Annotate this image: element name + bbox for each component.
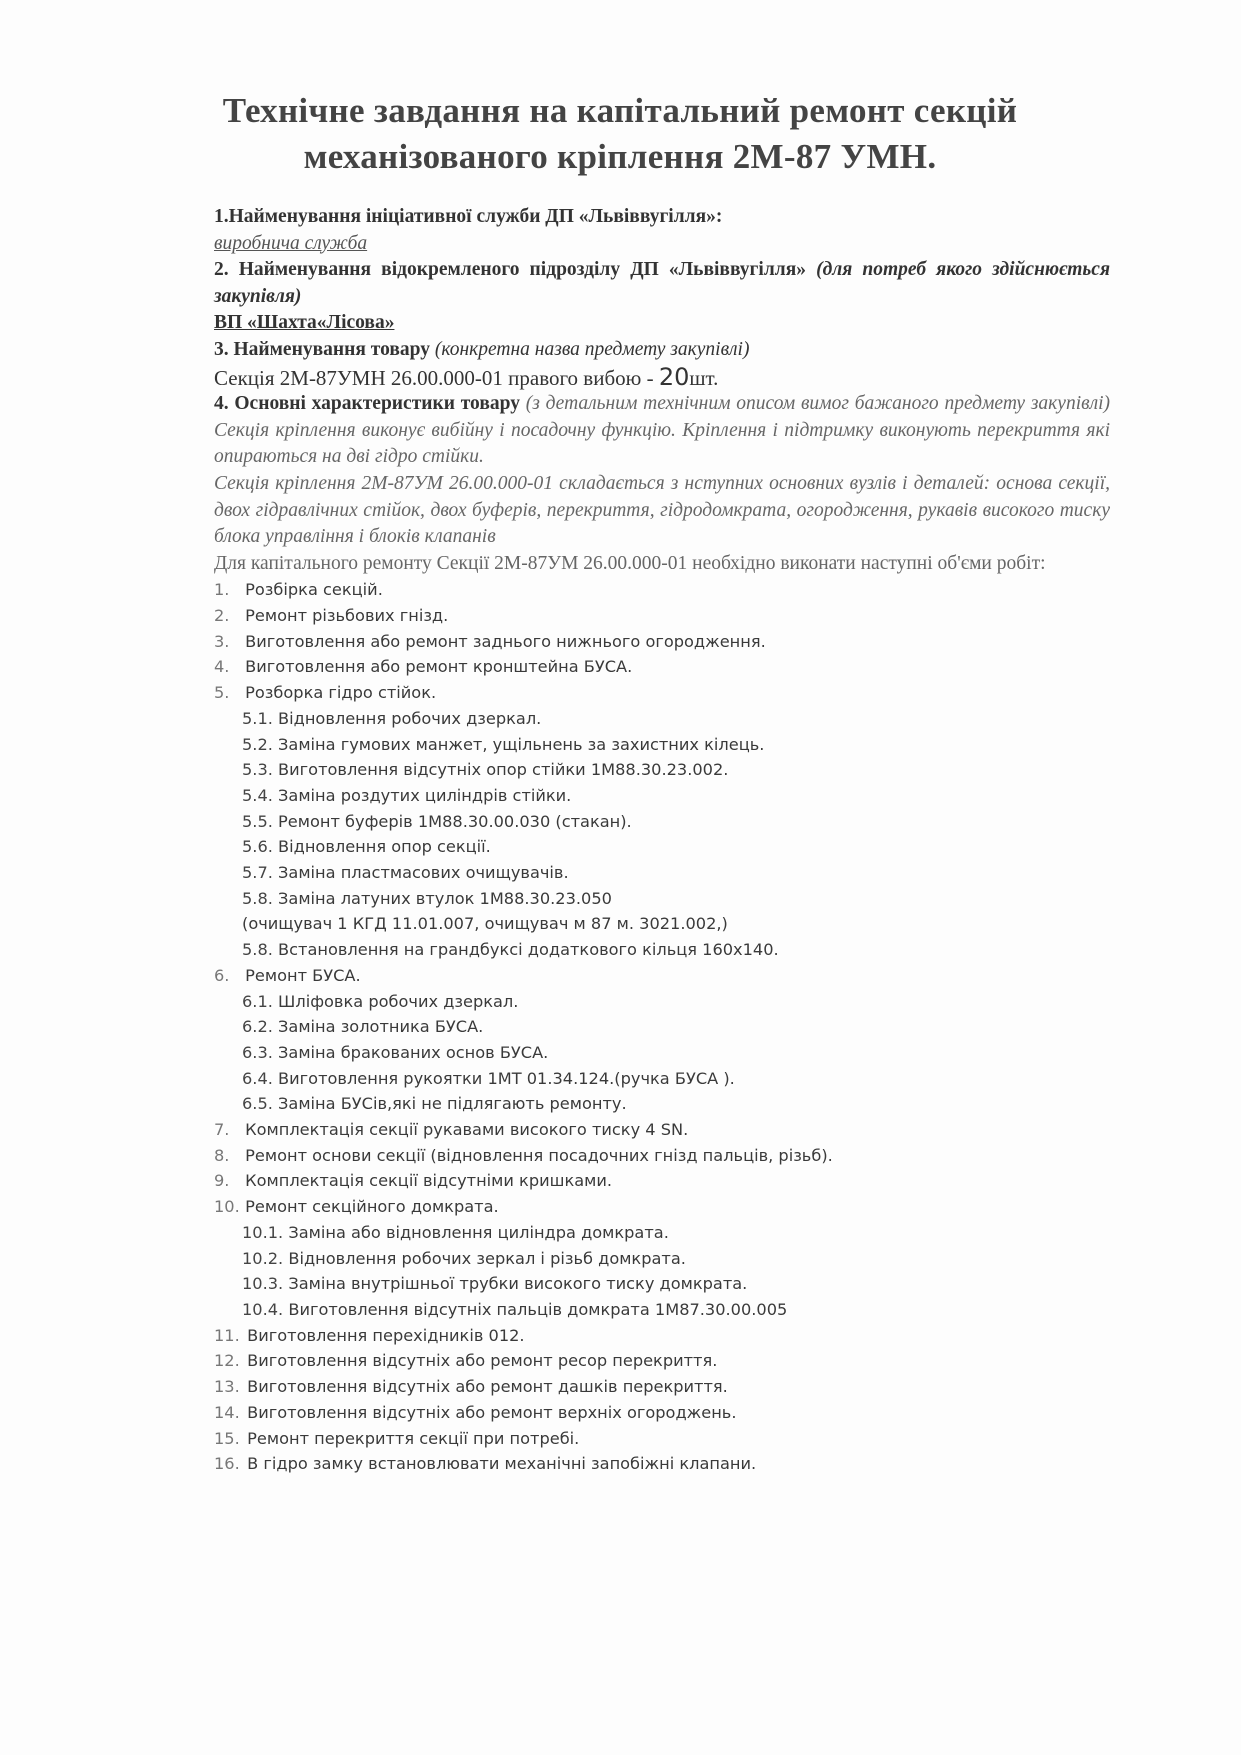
work-item-text: Виготовлення відсутніх або ремонт верхніх огороджень. — [242, 1402, 737, 1422]
work-subitem-text: Виготовлення відсутніх пальців домкрата 1М87.30.00.005 — [283, 1300, 788, 1319]
work-subitem — [214, 783, 1110, 809]
work-subitems-list — [214, 989, 1110, 1118]
work-item — [214, 1117, 1110, 1143]
work-item-text: Виготовлення відсутніх або ремонт дашків перекриття. — [242, 1377, 728, 1397]
work-subitem-number: 5.2. — [242, 734, 273, 754]
work-item — [214, 1426, 1110, 1452]
work-subitem — [214, 1297, 1110, 1323]
work-subitem-text: Заміна або відновлення циліндра домкрата. — [283, 1222, 669, 1242]
section-3-value: Секція 2М-87УМН 26.00.000-01 правого вибою - — [214, 365, 654, 390]
work-item-number: 2. — [214, 606, 230, 626]
work-subitem-number: 5.8. — [242, 888, 273, 908]
work-item — [214, 1451, 1110, 1477]
work-subitem-number: 5.8. — [242, 940, 273, 960]
work-item — [214, 603, 1110, 629]
work-subitem-number: 5.1. — [242, 708, 273, 728]
work-subitem-number: 6.2. — [242, 1017, 273, 1037]
work-item-text: Виготовлення перехідників 012. — [242, 1325, 525, 1345]
work-item-number: 12. — [214, 1351, 240, 1371]
work-item-text: Комплектація секції рукавами високого тиску 4 SN. — [240, 1120, 689, 1140]
work-item-text: В гідро замку встановлювати механічні запобіжні клапани. — [242, 1454, 757, 1474]
work-subitem-text: Відновлення робочих зеркал і різьб домкрата. — [283, 1248, 686, 1268]
section-3-heading: 3. Найменування товару — [214, 338, 430, 360]
work-item-number: 4. — [214, 657, 230, 677]
section-3-value-para — [214, 364, 1110, 392]
section-2-value: ВП «Шахта«Лісова» — [214, 312, 395, 334]
document-body — [214, 204, 1110, 1477]
work-item-text: Ремонт секційного домкрата. — [240, 1197, 499, 1217]
work-subitem-text: Відновлення опор секції. — [272, 837, 491, 857]
work-item-number: 13. — [214, 1377, 240, 1397]
work-item — [214, 1194, 1110, 1323]
work-item-number: 10. — [214, 1197, 240, 1217]
work-subitem-text: Встановлення на грандбуксі додаткового кільця 160х140. — [272, 940, 779, 960]
section-2-heading: 2. Найменування відокремленого підрозділу ДП «Львіввугілля» — [214, 259, 807, 281]
section-3-heading-para — [214, 337, 1110, 364]
work-subitem-text: Заміна гумових манжет, ущільнень за захистних кілець. — [272, 734, 765, 754]
section-4-para-1 — [214, 391, 1110, 471]
work-subitem — [214, 757, 1110, 783]
work-item — [214, 654, 1110, 680]
work-item-number: 5. — [214, 683, 230, 703]
work-item-text: Виготовлення або ремонт кронштейна БУСА. — [240, 657, 633, 677]
section-1-heading: 1.Найменування ініціативної служби ДП «Львіввугілля»: — [214, 206, 723, 227]
work-subitem — [214, 989, 1110, 1015]
work-subitem-number: 5.4. — [242, 785, 273, 805]
work-subitem-number: 10.1. — [242, 1222, 284, 1242]
work-subitem — [214, 834, 1110, 860]
work-subitem-number: 5.7. — [242, 863, 273, 883]
work-subitem — [214, 937, 1110, 963]
work-subitem — [214, 1040, 1110, 1066]
work-subitem-number: 6.1. — [242, 991, 273, 1011]
work-item-number: 15. — [214, 1428, 240, 1448]
work-item-number: 8. — [214, 1145, 230, 1165]
work-item — [214, 680, 1110, 963]
work-subitem — [214, 860, 1110, 886]
work-subitem — [214, 1014, 1110, 1040]
work-subitem-number: 6.5. — [242, 1094, 273, 1114]
work-subitem-text: Виготовлення рукоятки 1МТ 01.34.124.(ручка БУСА ). — [272, 1068, 735, 1088]
work-subitem-text: Відновлення робочих дзеркал. — [272, 708, 542, 728]
work-item-text: Комплектація секції відсутніми кришками. — [240, 1171, 613, 1191]
work-subitem-text: Заміна пластмасових очищувачів. — [272, 863, 569, 883]
work-subitem — [214, 886, 1110, 912]
work-item-text: Ремонт різьбових гнізд. — [240, 606, 449, 626]
work-item — [214, 1323, 1110, 1349]
section-4-heading: 4. Основні характеристики товару — [214, 393, 520, 415]
work-item-number: 11. — [214, 1325, 240, 1345]
work-item — [214, 577, 1110, 603]
work-subitem — [214, 911, 1110, 937]
work-item-number: 6. — [214, 965, 230, 985]
work-subitem-number: 5.5. — [242, 811, 273, 831]
document-title — [150, 88, 1090, 180]
work-item-number: 16. — [214, 1454, 240, 1474]
work-item-number: 1. — [214, 580, 230, 600]
work-item-text: Ремонт основи секції (відновлення посадочних гнізд пальців, різьб). — [240, 1145, 833, 1165]
work-subitem-text: Виготовлення відсутніх опор стійки 1М88.30.23.002. — [272, 760, 729, 780]
work-subitem — [214, 1066, 1110, 1092]
work-subitem-text: Заміна роздутих циліндрів стійки. — [272, 785, 572, 805]
work-item — [214, 1400, 1110, 1426]
work-items-list — [214, 577, 1110, 1477]
work-item — [214, 1143, 1110, 1169]
section-4-para-2: Секція кріплення 2М-87УМ 26.00.000-01 складається з нступних основних вузлів і деталей: основа секції, двох гідравлічних стійок, двох буферів, перекриття, гідродомкрата, огородження, рукавів високого тиску блока управління і блоків клапанів — [214, 472, 1110, 548]
work-item — [214, 1168, 1110, 1194]
work-item-number: 9. — [214, 1171, 230, 1191]
work-item-number: 3. — [214, 631, 230, 651]
work-subitem-text: Заміна БУСів,які не підлягають ремонту. — [272, 1094, 627, 1114]
work-subitem-number: 6.3. — [242, 1042, 273, 1062]
work-subitem-number: 5.3. — [242, 760, 273, 780]
work-subitem-text: (очищувач 1 КГД 11.01.007, очищувач м 87 м. 3021.002,) — [242, 914, 728, 934]
work-subitem-text: Заміна золотника БУСА. — [272, 1017, 484, 1037]
work-item-text: Ремонт перекриття секції при потребі. — [242, 1428, 580, 1448]
work-item — [214, 1374, 1110, 1400]
work-item-number: 14. — [214, 1402, 240, 1422]
work-subitem-text: Заміна внутрішньої трубки високого тиску домкрата. — [283, 1274, 748, 1294]
section-3-quantity: 20 — [658, 362, 690, 391]
work-subitem-text: Шліфовка робочих дзеркал. — [272, 991, 519, 1011]
title-line-2: механізованого кріплення 2М-87 УМН. — [303, 137, 937, 176]
work-subitem — [214, 706, 1110, 732]
work-item-text: Виготовлення або ремонт заднього нижнього огородження. — [240, 631, 766, 651]
work-subitem — [214, 732, 1110, 758]
work-item — [214, 1348, 1110, 1374]
section-4-para-3: Для капітального ремонту Секції 2М-87УМ 26.00.000-01 необхідно виконати наступні об'єми робіт: — [214, 552, 1046, 574]
section-3-unit: шт. — [689, 365, 719, 390]
title-line-1: Технічне завдання на капітальний ремонт секцій — [222, 91, 1018, 130]
section-2-heading-para — [214, 257, 1110, 310]
work-subitem-text: Ремонт буферів 1М88.30.00.030 (стакан). — [272, 811, 632, 831]
work-subitem-number: 10.2. — [242, 1248, 284, 1268]
work-subitem-number: 6.4. — [242, 1068, 273, 1088]
work-item — [214, 629, 1110, 655]
work-subitem — [214, 1091, 1110, 1117]
work-item-number: 7. — [214, 1120, 230, 1140]
section-2-note: (для потреб якого здійснюється закупівля) — [214, 259, 1110, 307]
work-item-text: Виготовлення відсутніх або ремонт ресор перекриття. — [242, 1351, 718, 1371]
work-subitem-number: 10.4. — [242, 1300, 284, 1319]
work-subitem-text: Заміна бракованих основ БУСА. — [272, 1042, 549, 1062]
work-item-text: Розборка гідро стійок. — [240, 683, 437, 703]
work-subitems-list — [214, 1220, 1110, 1323]
section-4-note: (з детальним технічним описом вимог бажаного предмету закупівлі) Секція кріплення виконує вибійну і посадочну функцію. Кріплення і підтримку виконують перекриття які опираються на дві гідро стійки. — [214, 393, 1111, 468]
section-3-note: (конкретна назва предмету закупівлі) — [434, 338, 750, 360]
work-subitem-number: 10.3. — [242, 1274, 284, 1294]
work-subitem — [214, 1246, 1110, 1272]
work-subitem — [214, 1271, 1110, 1297]
work-item-text: Розбірка секцій. — [240, 580, 383, 600]
work-subitem-text: Заміна латуних втулок 1М88.30.23.050 — [272, 888, 612, 908]
work-subitem — [214, 1220, 1110, 1246]
section-1-value: виробнича служба — [214, 232, 368, 254]
work-subitem-number: 5.6. — [242, 837, 273, 857]
work-subitem — [214, 809, 1110, 835]
work-subitems-list — [214, 706, 1110, 963]
work-item — [214, 963, 1110, 1117]
work-item-text: Ремонт БУСА. — [240, 965, 361, 985]
